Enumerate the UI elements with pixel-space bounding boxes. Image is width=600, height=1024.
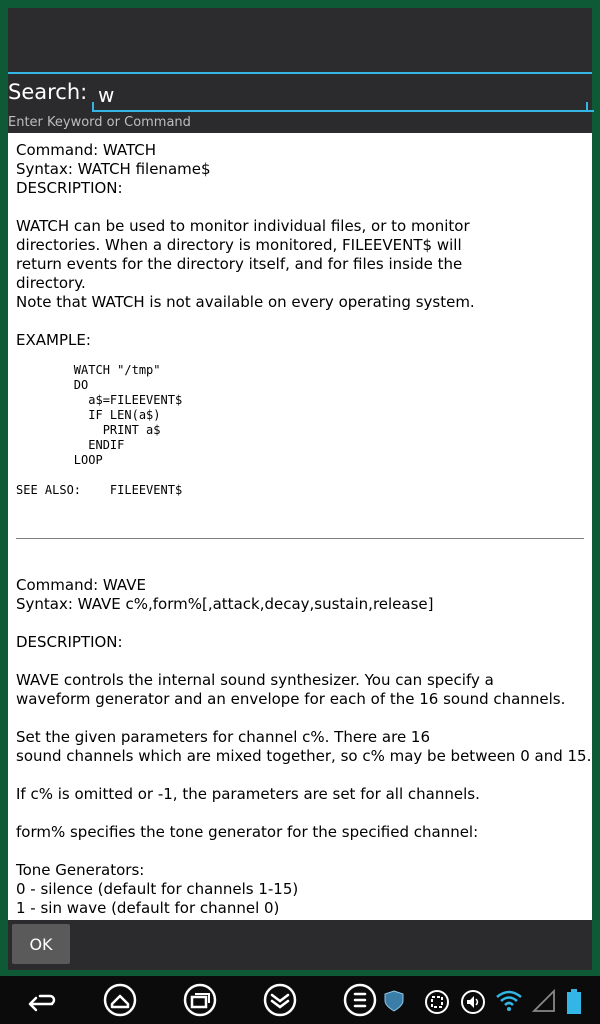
dialog-footer (8, 920, 592, 970)
title-divider (8, 72, 592, 74)
command-syntax: Syntax: WAVE c%,form%[,attack,decay,sustain,release] (16, 595, 434, 613)
shield-icon (382, 989, 406, 1013)
search-input-left-edge (92, 102, 94, 112)
back-icon[interactable] (22, 982, 58, 1018)
command-syntax: Syntax: WATCH filename$ (16, 160, 211, 178)
example-heading: EXAMPLE: (16, 331, 91, 349)
home-icon[interactable] (102, 982, 138, 1018)
description-heading: DESCRIPTION: (16, 633, 123, 651)
signal-icon (532, 989, 556, 1013)
description-text: WATCH can be used to monitor individual files, or to monitor directories. When a directory is monitored, FILEEVENT$ will return events for the directory itself, and for files inside the directory. Note that WATCH is not available on every operating system. (16, 217, 475, 311)
help-content[interactable] (8, 133, 592, 920)
system-navigation-bar (0, 976, 600, 1024)
menu-icon[interactable] (342, 982, 378, 1018)
entry-divider (16, 538, 584, 539)
description-heading: DESCRIPTION: (16, 179, 123, 197)
recent-apps-icon[interactable] (182, 982, 218, 1018)
search-input-right-edge (586, 102, 588, 112)
description-text: WAVE controls the internal sound synthesizer. You can specify a waveform generator and an envelope for each of the 16 sound channels. Set the given parameters for channel c%. There are 16 sound channels which are mixed together, so c% may be between 0 and 15. If c% is omitted or -1, the parameters are set for all channels. form% specifies the tone generator for the specified channel: Tone Generators: 0 - silence (default for channels 1-15) 1 - sin wave (default for channel 0) (16, 671, 592, 917)
volume-icon (460, 989, 486, 1015)
ok-button[interactable]: OK (12, 924, 70, 964)
wifi-icon (496, 989, 522, 1013)
command-title: Command: WAVE (16, 576, 146, 594)
command-title: Command: WATCH (16, 141, 157, 159)
search-input[interactable] (92, 80, 594, 112)
battery-icon (566, 989, 582, 1015)
search-hint: Enter Keyword or Command (8, 115, 191, 130)
see-also: SEE ALSO: FILEEVENT$ (16, 483, 183, 497)
example-code: WATCH "/tmp" DO a$=FILEEVENT$ IF LEN(a$) PRINT a$ ENDIF LOOP (73, 363, 183, 467)
search-label: Search: (8, 80, 88, 104)
collapse-icon[interactable] (262, 982, 298, 1018)
screenshot-icon (424, 989, 450, 1015)
help-dialog (8, 8, 592, 970)
dialog-title-bar (8, 8, 592, 72)
